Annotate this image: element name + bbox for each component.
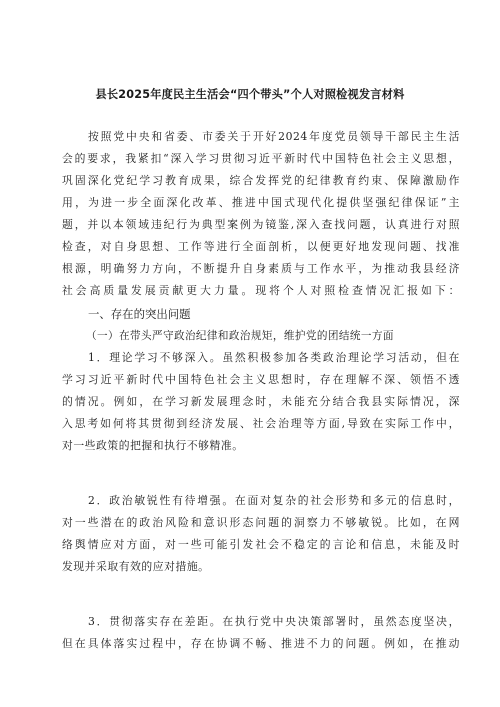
intro-line: 用，为进一步全面深化改革、推进中国式现代化提供坚强纪律保证”主 [62,196,460,209]
item-line: 发现并采取有效的应对措施。 [62,560,210,573]
intro-line: 按照党中央和省委、市委关于开好2024年度党员领导干部民主生活 [88,130,460,143]
item-line: 对一些潜在的政治风险和意识形态问题的洞察力不够敏锐。比如，在网 [62,516,460,529]
document-title: 县长2025年度民主生活会“四个带头”个人对照检视发言材料 [95,88,405,101]
intro-line: 社会高质量发展贡献更大力量。现将个人对照检查情况汇报如下： [62,284,460,297]
intro-line: 题，并以本领域违纪行为典型案例为镜鉴,深入查找问题，认真进行对照 [62,218,460,231]
item-line: 1．理论学习不够深入。虽然积极参加各类政治理论学习活动，但在 [88,351,460,364]
item-line: 入思考如何将其贯彻到经济发展、社会治理等方面,导致在实际工作中， [62,417,460,430]
item-line: 3．贯彻落实存在差距。在执行党中央决策部署时，虽然态度坚决， [88,615,460,628]
item-line: 络舆情应对方面，对一些可能引发社会不稳定的言论和信息，未能及时 [62,538,460,551]
item-line: 的情况。例如，在学习新发展理念时，未能充分结合我县实际情况，深 [62,395,460,408]
intro-line: 巩固深化党纪学习教育成果，综合发挥党的纪律教育约束、保障激励作 [62,174,460,187]
item-line: 2．政治敏锐性有待增强。在面对复杂的社会形势和多元的信息时， [88,494,460,507]
section-heading: 一、存在的突出问题 [88,307,191,321]
intro-line: 会的要求，我紧扣“深入学习贯彻习近平新时代中国特色社会主义思想， [62,152,460,165]
subsection-heading: （一）在带头严守政治纪律和政治规矩，维护党的团结统一方面 [86,330,394,342]
intro-line: 根源，明确努力方向，不断提升自身素质与工作水平，为推动我县经济 [62,262,460,275]
item-line: 对一些政策的把握和执行不够精准。 [62,439,244,452]
item-line: 学习习近平新时代中国特色社会主义思想时，存在理解不深、领悟不透 [62,373,460,386]
intro-line: 检查，对自身思想、工作等进行全面剖析，以便更好地发现问题、找准 [62,240,460,253]
item-line: 但在具体落实过程中，存在协调不畅、推进不力的问题。例如，在推动 [62,637,460,650]
